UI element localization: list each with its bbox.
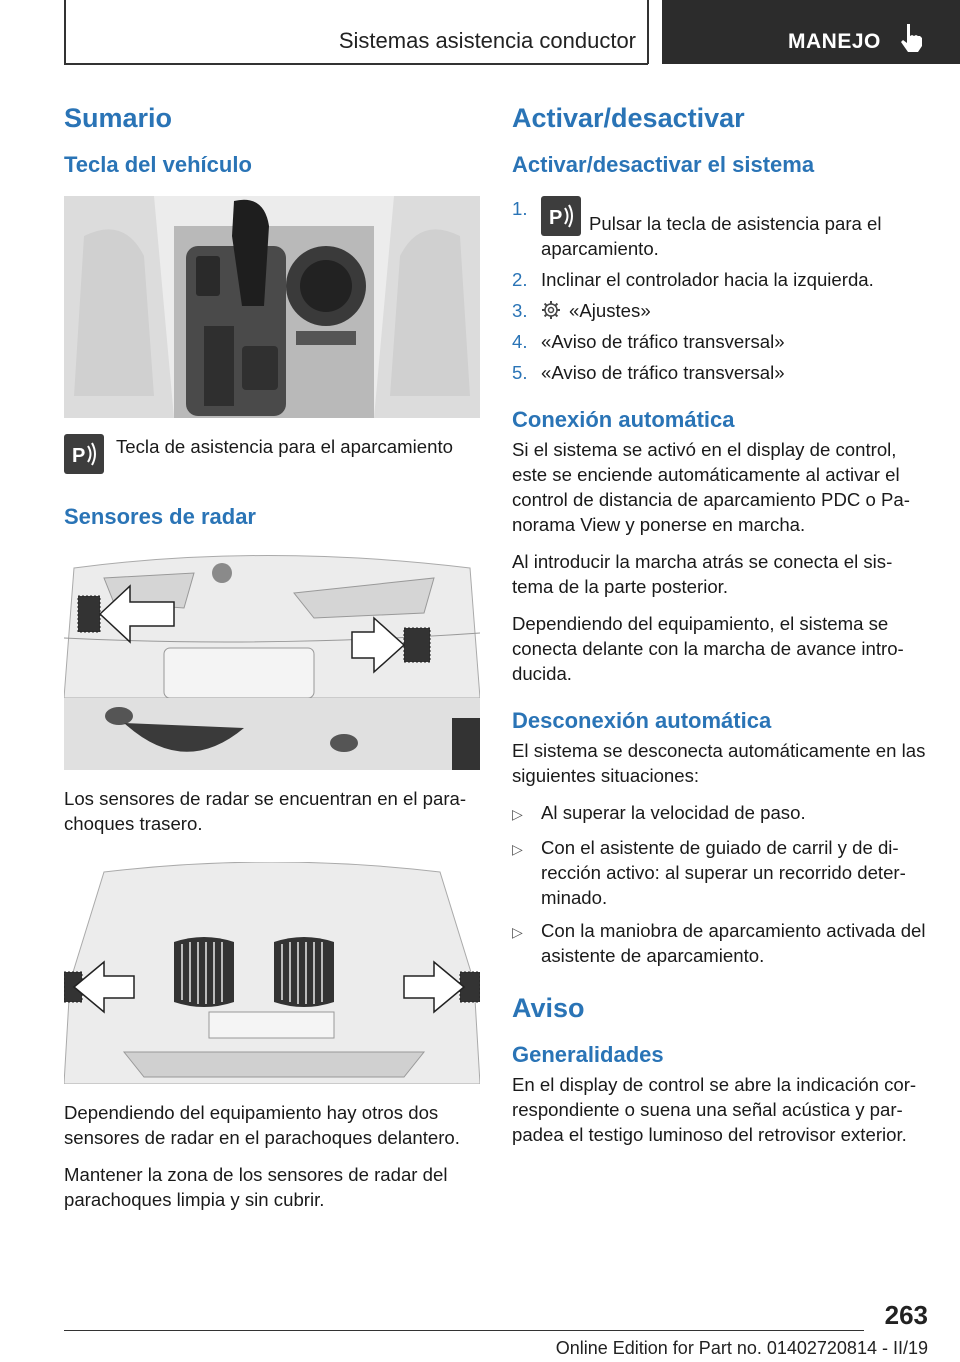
step-text: «Ajustes» xyxy=(569,300,651,321)
auto-off-intro: El sistema se desconecta automáticamente en las siguientes situaciones: xyxy=(512,740,926,786)
front-bumper-image xyxy=(64,862,480,1084)
rear-bumper-image xyxy=(64,548,480,770)
list-item xyxy=(512,800,926,827)
auto-on-paragraph-3: Dependiendo del equipamiento, el sistema se conecta delante con la marcha de avance intro-ducida. xyxy=(512,613,904,684)
step-text: «Aviso de tráfico transversal» xyxy=(541,331,785,352)
heading-auto-on: Conexión automática xyxy=(512,407,735,432)
parking-assist-key-icon xyxy=(64,434,104,474)
key-caption-row xyxy=(64,434,482,474)
step-number: 2. xyxy=(512,269,528,290)
header-left-rule xyxy=(64,0,66,64)
step-number: 1. xyxy=(512,198,528,219)
step-2 xyxy=(512,267,926,292)
heading-activate-system: Activar/desactivar el sistema xyxy=(512,152,815,177)
general-text: En el display de control se abre la indicación cor-respondiente o suena una señal acústica y par-padea el testigo luminoso del retrovisor exterior. xyxy=(512,1074,917,1145)
step-number: 5. xyxy=(512,362,528,383)
step-text: Inclinar el controlador hacia la izquierda. xyxy=(541,269,874,290)
radar-front-text: Dependiendo del equipamiento hay otros dos sensores de radar en el parachoques delantero. xyxy=(64,1102,460,1148)
left-column xyxy=(64,100,482,1224)
heading-activate-deactivate: Activar/desactivar xyxy=(512,103,745,133)
auto-on-paragraph-1: Si el sistema se activó en el display de control, este se enciende automáticamente al activar el control de distancia de aparcamiento PDC o Pa-norama View y ponerse en marcha. xyxy=(512,439,910,535)
heading-radar-sensors: Sensores de radar xyxy=(64,504,256,529)
list-item xyxy=(512,835,926,910)
heading-vehicle-key: Tecla del vehículo xyxy=(64,152,252,177)
heading-aviso: Aviso xyxy=(512,993,585,1023)
pointing-hand-icon xyxy=(896,22,926,54)
radar-rear-text: Los sensores de radar se encuentran en el para-choques trasero. xyxy=(64,788,467,834)
parking-assist-key-icon xyxy=(541,196,581,236)
header-mid-rule xyxy=(647,0,649,64)
right-column xyxy=(512,100,926,1159)
triangle-bullet-icon: ▷ xyxy=(512,806,523,822)
section-title: Sistemas asistencia conductor xyxy=(338,28,636,53)
heading-auto-off: Desconexión automática xyxy=(512,708,772,733)
triangle-bullet-icon: ▷ xyxy=(512,924,523,940)
step-number: 3. xyxy=(512,300,528,321)
chapter-tab[interactable] xyxy=(662,0,960,64)
heading-general: Generalidades xyxy=(512,1042,664,1067)
gear-icon xyxy=(541,300,561,320)
bullet-text: Con la maniobra de aparcamiento activada del asistente de aparcamiento. xyxy=(541,920,926,966)
step-text: «Aviso de tráfico transversal» xyxy=(541,362,785,383)
step-3 xyxy=(512,298,926,323)
step-4 xyxy=(512,329,926,354)
svg-text:P: P xyxy=(549,207,563,229)
edition-text: Online Edition for Part no. 01402720814 - II/19 xyxy=(555,1338,928,1358)
step-number: 4. xyxy=(512,331,528,352)
footer-rule xyxy=(64,1330,864,1331)
header-bottom-rule xyxy=(64,63,648,65)
svg-text:P: P xyxy=(72,445,86,467)
page-number: 263 xyxy=(884,1300,928,1330)
step-text: Pulsar la tecla de asistencia para el aparcamiento. xyxy=(541,213,882,259)
bullet-text: Al superar la velocidad de paso. xyxy=(541,802,806,823)
heading-sumario: Sumario xyxy=(64,103,173,133)
auto-on-paragraph-2: Al introducir la marcha atrás se conecta el sis-tema de la parte posterior. xyxy=(512,551,893,597)
chapter-tab-label: MANEJO xyxy=(788,30,881,53)
step-5 xyxy=(512,360,926,385)
step-1 xyxy=(512,196,926,261)
bullet-text: Con el asistente de guiado de carril y de di-rección activo: al superar un recorrido deter-minado. xyxy=(541,837,906,908)
key-caption: Tecla de asistencia para el aparcamiento xyxy=(116,436,453,457)
keep-clean-text: Mantener la zona de los sensores de radar del parachoques limpia y sin cubrir. xyxy=(64,1164,448,1210)
triangle-bullet-icon: ▷ xyxy=(512,841,523,857)
center-console-image xyxy=(64,196,480,418)
list-item xyxy=(512,918,926,968)
